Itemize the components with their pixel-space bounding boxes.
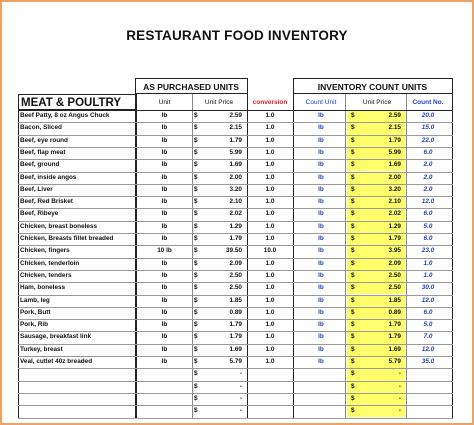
count-number: 1.0: [423, 271, 433, 279]
count-number: 23.0: [421, 247, 435, 255]
currency-symbol: $: [194, 235, 198, 242]
count-number: 2.0: [423, 173, 433, 181]
conversion-factor: 1.0: [265, 333, 275, 341]
purchase-price: 1.29: [229, 222, 242, 230]
purchase-price: 2.00: [229, 173, 242, 181]
purchase-unit: lb: [161, 112, 168, 119]
table-row: [0, 356, 474, 368]
col-unit: Unit: [158, 99, 171, 106]
count-unit: lb: [318, 271, 324, 279]
currency-symbol: $: [351, 296, 355, 304]
count-number: 22.0: [421, 136, 435, 144]
item-name: Lamb, leg: [20, 296, 50, 304]
count-unit: lb: [318, 161, 324, 169]
conversion-factor: 1.0: [265, 259, 275, 267]
currency-symbol: $: [194, 358, 198, 365]
purchase-unit: lb: [161, 185, 168, 193]
currency-symbol: $: [351, 185, 355, 193]
grid-line: [18, 110, 19, 418]
count-unit: lb: [318, 148, 324, 156]
purchase-price: 39.50: [226, 247, 242, 255]
currency-symbol: $: [351, 124, 355, 132]
item-name: Turkey, breast: [20, 345, 63, 353]
item-name: Chicken, fingers: [20, 247, 70, 255]
purchase-price: 2.09: [229, 259, 242, 267]
count-unit-price: -: [398, 407, 401, 415]
purchase-unit: lb: [161, 235, 168, 242]
count-unit-price: -: [398, 382, 401, 390]
count-unit: lb: [318, 124, 324, 132]
purchase-price: -: [239, 407, 242, 415]
col-count-unit: Count Unit: [305, 99, 337, 106]
purchase-unit: lb: [161, 198, 168, 206]
grid-line: [247, 78, 248, 418]
table-row: [0, 331, 474, 343]
purchase-price: 5.79: [229, 358, 242, 365]
currency-symbol: $: [194, 210, 198, 218]
table-row: [0, 184, 474, 196]
grid-line: [18, 208, 453, 209]
count-number: 1.0: [423, 259, 433, 267]
currency-symbol: $: [351, 210, 355, 218]
grid-line: [18, 344, 453, 345]
grid-line: [18, 221, 453, 222]
grid-line: [18, 147, 453, 148]
purchase-price: -: [239, 394, 242, 402]
item-name: Beef, Liver: [20, 185, 53, 193]
table-row: [0, 258, 474, 270]
purchase-unit: lb: [161, 321, 168, 329]
grid-line: [18, 196, 453, 197]
count-unit: lb: [318, 210, 324, 218]
conversion-factor: 1.0: [265, 222, 275, 230]
purchase-price: 1.85: [229, 296, 242, 304]
item-name: Chicken, breast boneless: [20, 222, 98, 230]
count-unit-price: 1.29: [388, 222, 401, 230]
purchase-unit: lb: [161, 271, 168, 279]
currency-symbol: $: [351, 370, 355, 378]
count-unit: lb: [318, 247, 324, 255]
grid-line: [18, 233, 453, 234]
count-unit-price: 1.79: [388, 333, 401, 341]
table-row: [0, 233, 474, 245]
conversion-factor: 1.0: [265, 296, 275, 304]
count-number: 6.0: [423, 148, 433, 156]
item-name: [18, 393, 136, 405]
table-row: [0, 221, 474, 233]
count-unit-price: 1.79: [388, 136, 401, 144]
count-number: 35.0: [421, 358, 435, 365]
conversion-factor: 1.0: [265, 308, 275, 316]
item-name: Pork, Butt: [20, 308, 51, 316]
grid-line: [18, 270, 453, 271]
currency-symbol: $: [351, 308, 355, 316]
currency-symbol: $: [351, 198, 355, 206]
purchase-price: 1.79: [229, 321, 242, 329]
item-name: Beef, ground: [20, 161, 60, 169]
currency-symbol: $: [194, 247, 198, 255]
grid-line: [18, 368, 453, 369]
currency-symbol: $: [351, 112, 355, 119]
currency-symbol: $: [351, 173, 355, 181]
count-unit: lb: [318, 296, 324, 304]
currency-symbol: $: [194, 345, 198, 353]
count-unit: [297, 393, 345, 405]
count-units-header: INVENTORY COUNT UNITS: [293, 80, 452, 94]
purchase-price: -: [239, 382, 242, 390]
count-number: 5.0: [423, 321, 433, 329]
count-unit-price: 1.79: [388, 235, 401, 242]
count-unit-price: 5.99: [388, 148, 401, 156]
count-unit: lb: [318, 173, 324, 181]
purchase-price: 1.79: [229, 235, 242, 242]
table-row: [0, 172, 474, 184]
currency-symbol: $: [351, 333, 355, 341]
currency-symbol: $: [194, 321, 198, 329]
col-unit-price: Unit Price: [204, 99, 234, 106]
count-unit: lb: [318, 112, 324, 119]
conversion-factor: [247, 393, 293, 405]
currency-symbol: $: [351, 148, 355, 156]
count-unit-price: 2.15: [388, 124, 401, 132]
item-name: Beef Patty, 8 oz Angus Chuck: [20, 112, 110, 119]
currency-symbol: $: [194, 148, 198, 156]
count-unit-price: 2.59: [388, 112, 401, 119]
table-row: [0, 208, 474, 220]
item-name: Beef, Ribeye: [20, 210, 59, 218]
purchase-unit: lb: [161, 333, 168, 341]
count-number: 7.0: [423, 333, 433, 341]
count-unit-price: 1.79: [388, 321, 401, 329]
purchase-unit: lb: [161, 308, 168, 316]
purchase-price: 5.99: [229, 148, 242, 156]
purchase-unit: lb: [161, 284, 168, 292]
grid-line: [18, 258, 453, 259]
conversion-factor: 1.0: [265, 161, 275, 169]
currency-symbol: $: [351, 247, 355, 255]
currency-symbol: $: [351, 321, 355, 329]
conversion-factor: 1.0: [265, 235, 275, 242]
purchase-unit: lb: [161, 161, 168, 169]
item-name: Beef, eye round: [20, 136, 68, 144]
table-row: [0, 147, 474, 159]
item-name: [18, 368, 136, 380]
purchase-unit: lb: [161, 345, 168, 353]
count-number: [408, 405, 448, 417]
conversion-factor: [247, 405, 293, 417]
purchase-unit: [137, 381, 192, 393]
conversion-factor: 1.0: [265, 124, 275, 132]
table-row: [0, 344, 474, 356]
table-row: [0, 159, 474, 171]
purchase-price: -: [239, 370, 242, 378]
count-unit: lb: [318, 185, 324, 193]
grid-line: [452, 78, 453, 418]
grid-line: [18, 418, 453, 419]
currency-symbol: $: [351, 235, 355, 242]
grid-line: [18, 381, 453, 382]
table-row: [0, 196, 474, 208]
purchase-unit: lb: [161, 358, 168, 365]
currency-symbol: $: [351, 161, 355, 169]
count-unit: lb: [318, 259, 324, 267]
count-number: 15.0: [421, 124, 435, 132]
currency-symbol: $: [351, 284, 355, 292]
grid-line: [18, 184, 453, 185]
count-number: 6.0: [423, 210, 433, 218]
count-unit: lb: [318, 284, 324, 292]
count-number: 30.0: [421, 284, 435, 292]
currency-symbol: $: [351, 222, 355, 230]
currency-symbol: $: [194, 296, 198, 304]
conversion-factor: 1.0: [265, 284, 275, 292]
col-count-no: Count No.: [412, 99, 444, 106]
count-unit: lb: [318, 308, 324, 316]
table-row: [0, 282, 474, 294]
count-unit-price: -: [398, 394, 401, 402]
item-name: Bacon, Sliced: [20, 124, 62, 132]
conversion-factor: 10.0: [263, 247, 277, 255]
currency-symbol: $: [194, 308, 198, 316]
conversion-factor: 1.0: [265, 112, 275, 119]
count-unit-price: 2.00: [388, 173, 401, 181]
table-row: [0, 245, 474, 257]
item-name: Chicken, tenders: [20, 271, 72, 279]
count-unit: lb: [318, 345, 324, 353]
currency-symbol: $: [351, 382, 355, 390]
table-row: [0, 405, 474, 417]
section-title: MEAT & POULTRY: [18, 94, 136, 110]
grid-line: [18, 282, 453, 283]
purchase-unit: lb: [161, 124, 168, 132]
currency-symbol: $: [351, 271, 355, 279]
grid-line: [135, 78, 248, 79]
count-number: 5.0: [423, 222, 433, 230]
item-name: Pork, Rib: [20, 321, 49, 329]
item-name: Veal, cutlet 40z breaded: [20, 358, 93, 365]
conversion-factor: [247, 368, 293, 380]
currency-symbol: $: [351, 407, 355, 415]
table-row: [0, 393, 474, 405]
count-number: [408, 381, 448, 393]
purchase-unit: [137, 405, 192, 417]
purchase-unit: lb: [161, 148, 168, 156]
table-row: [0, 135, 474, 147]
count-unit-price: 1.69: [388, 345, 401, 353]
conversion-factor: 1.0: [265, 185, 275, 193]
table-row: [0, 307, 474, 319]
grid-line: [18, 122, 453, 123]
grid-line: [18, 393, 453, 394]
count-unit: lb: [318, 235, 324, 242]
count-unit-price: 3.20: [388, 185, 401, 193]
table-row: [0, 319, 474, 331]
item-name: [18, 381, 136, 393]
currency-symbol: $: [194, 136, 198, 144]
col-count-unit-price: Unit Price: [362, 99, 392, 106]
count-unit: lb: [318, 321, 324, 329]
item-name: Beef, flap meat: [20, 148, 66, 156]
count-unit: lb: [318, 333, 324, 341]
purchase-price: 2.15: [229, 124, 242, 132]
table-row: [0, 368, 474, 380]
grid-line: [18, 356, 453, 357]
currency-symbol: $: [194, 333, 198, 341]
grid-line: [18, 172, 453, 173]
purchase-unit: lb: [161, 259, 168, 267]
currency-symbol: $: [351, 358, 355, 365]
conversion-factor: 1.0: [265, 358, 275, 365]
col-conversion: conversion: [252, 99, 288, 106]
count-unit: [297, 405, 345, 417]
count-number: 20.0: [421, 112, 435, 119]
currency-symbol: $: [194, 259, 198, 267]
purchase-price: 2.10: [229, 198, 242, 206]
purchase-price: 0.89: [229, 308, 242, 316]
purchase-price: 2.50: [229, 284, 242, 292]
count-unit-price: 5.79: [388, 358, 401, 365]
purchase-unit: [137, 393, 192, 405]
count-number: 12.0: [421, 345, 435, 353]
count-unit: lb: [318, 136, 324, 144]
grid-line: [293, 78, 294, 418]
page-title: RESTAURANT FOOD INVENTORY: [126, 28, 348, 43]
conversion-factor: 1.0: [265, 173, 275, 181]
purchase-price: 1.69: [229, 345, 242, 353]
grid-line: [18, 295, 453, 296]
count-unit-price: 3.95: [388, 247, 401, 255]
count-unit-price: 0.89: [388, 308, 401, 316]
count-number: 6.0: [423, 235, 433, 242]
table-row: [0, 122, 474, 134]
currency-symbol: $: [194, 284, 198, 292]
table-row: [0, 270, 474, 282]
table-row: [0, 295, 474, 307]
currency-symbol: $: [194, 198, 198, 206]
count-unit: [297, 381, 345, 393]
item-name: Chicken, tenderloin: [20, 259, 80, 267]
conversion-factor: 1.0: [265, 148, 275, 156]
count-number: [408, 393, 448, 405]
table-row: [0, 110, 474, 122]
purchase-price: 1.69: [229, 161, 242, 169]
conversion-factor: 1.0: [265, 210, 275, 218]
currency-symbol: $: [351, 345, 355, 353]
count-number: [408, 368, 448, 380]
currency-symbol: $: [351, 259, 355, 267]
purchase-price: 2.59: [229, 112, 242, 119]
grid-line: [18, 135, 453, 136]
count-number: 6.0: [423, 308, 433, 316]
count-number: 2.0: [423, 185, 433, 193]
item-name: Ham, boneless: [20, 284, 66, 292]
currency-symbol: $: [194, 112, 198, 119]
purchase-price: 3.20: [229, 185, 242, 193]
count-unit-price: 2.09: [388, 259, 401, 267]
currency-symbol: $: [194, 173, 198, 181]
currency-symbol: $: [194, 124, 198, 132]
conversion-factor: 1.0: [265, 321, 275, 329]
conversion-factor: 1.0: [265, 345, 275, 353]
grid-line: [293, 78, 453, 79]
conversion-factor: 1.0: [265, 136, 275, 144]
currency-symbol: $: [194, 185, 198, 193]
count-number: 12.0: [421, 296, 435, 304]
count-number: 12.0: [421, 198, 435, 206]
grid-line: [18, 319, 453, 320]
currency-symbol: $: [194, 161, 198, 169]
currency-symbol: $: [194, 222, 198, 230]
count-unit-price: 1.69: [388, 161, 401, 169]
purchase-unit: [137, 368, 192, 380]
table-row: [0, 381, 474, 393]
count-unit-price: 2.02: [388, 210, 401, 218]
grid-line: [18, 405, 453, 406]
currency-symbol: $: [194, 394, 198, 402]
conversion-factor: 1.0: [265, 271, 275, 279]
grid-line: [18, 245, 453, 246]
purchase-price: 1.79: [229, 136, 242, 144]
count-unit: lb: [318, 222, 324, 230]
count-unit-price: 1.85: [388, 296, 401, 304]
purchased-units-header: AS PURCHASED UNITS: [135, 80, 247, 94]
purchase-price: 1.79: [229, 333, 242, 341]
purchase-unit: lb: [161, 173, 168, 181]
grid-line: [18, 159, 453, 160]
grid-line: [18, 307, 453, 308]
count-unit: lb: [318, 198, 324, 206]
currency-symbol: $: [194, 370, 198, 378]
currency-symbol: $: [194, 407, 198, 415]
currency-symbol: $: [351, 136, 355, 144]
count-unit: [297, 368, 345, 380]
purchase-unit: lb: [161, 210, 168, 218]
grid-line: [18, 110, 453, 111]
count-number: 2.0: [423, 161, 433, 169]
currency-symbol: $: [194, 382, 198, 390]
item-name: Sausage, breakfast link: [20, 333, 92, 341]
purchase-price: 2.02: [229, 210, 242, 218]
item-name: Beef, inside angos: [20, 173, 77, 181]
item-name: [18, 405, 136, 417]
currency-symbol: $: [194, 271, 198, 279]
purchase-unit: lb: [161, 296, 168, 304]
count-unit-price: -: [398, 370, 401, 378]
count-unit: lb: [318, 358, 324, 365]
count-unit-price: 2.10: [388, 198, 401, 206]
item-name: Chicken, Breasts fillet breaded: [20, 235, 114, 242]
count-unit-price: 2.50: [388, 284, 401, 292]
purchase-unit: lb: [161, 222, 168, 230]
currency-symbol: $: [351, 394, 355, 402]
grid-line: [18, 331, 453, 332]
count-unit-price: 2.50: [388, 271, 401, 279]
item-name: Beef, Red Brisket: [20, 198, 73, 206]
conversion-factor: [247, 381, 293, 393]
purchase-price: 2.50: [229, 271, 242, 279]
purchase-unit: lb: [161, 136, 168, 144]
conversion-factor: 1.0: [265, 198, 275, 206]
purchase-unit: 10 lb: [157, 247, 172, 255]
